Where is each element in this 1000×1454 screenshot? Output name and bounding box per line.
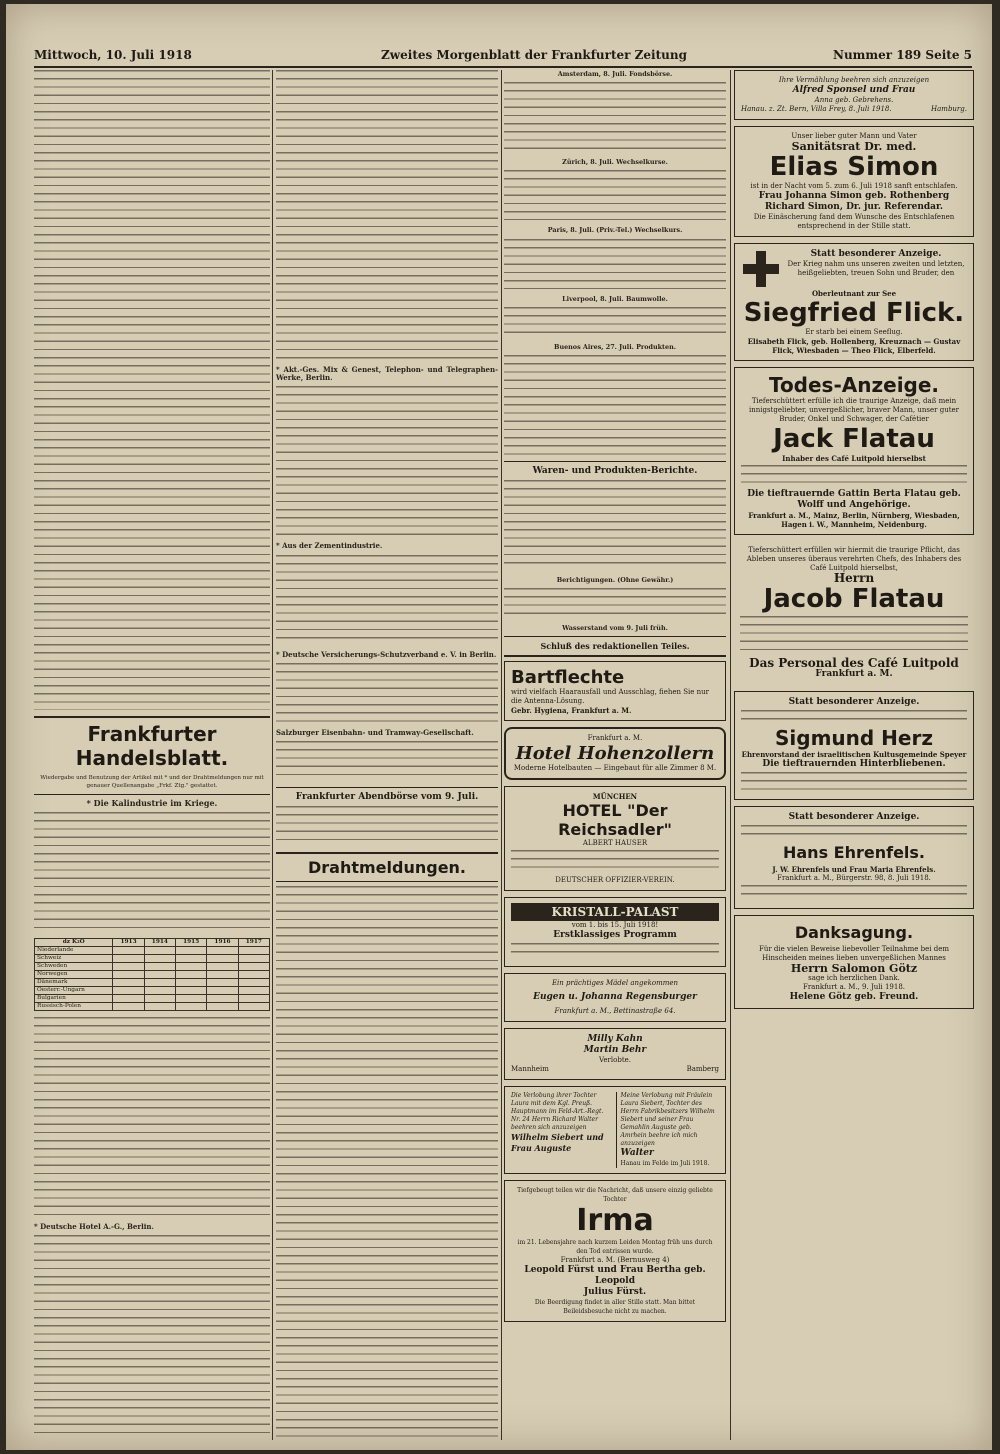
ad-text-block [741,885,967,901]
ad-places [511,1065,719,1074]
ad-text-block [741,465,967,487]
ad-text: Helene Götz geb. Freund. [789,992,919,1002]
ad-text: Gebr. Hygiena, Frankfurt a. M. [511,706,632,716]
ad-text: Frankfurt a. M. [815,669,893,679]
ad-text: Richard Simon, Dr. jur. Referendar. [764,202,944,212]
ad-title: Walter [620,1148,654,1159]
ad-text: Frankfurt a. M., Mainz, Berlin, Nürnberg, Wiesbaden, Hagen i. W., Mannheim, Neidenburg. [748,511,960,529]
ad-thanks-salomon-goetz [734,915,974,1009]
ad-title: Bartflechte [511,667,625,689]
ad-text: Unser lieber guter Mann und Vater [791,132,917,140]
ad-text: Anna geb. Gebrehens. [814,96,894,104]
body-text-block [276,741,498,781]
table-cell: Bulgarien [35,994,113,1002]
body-text-block [34,812,270,932]
divider [504,655,726,657]
table-row [35,994,270,1002]
ad-places [741,105,967,114]
divider [276,881,498,882]
ad-title: KRISTALL-PALAST [511,903,719,921]
stock-table-block [504,307,726,337]
ad-text: Frankfurt a. M., Bettinastraße 64. [554,1007,676,1016]
ad-title: Alfred Sponsel und Frau [792,85,916,95]
ad-text: wird vielfach Haarausfall und Ausschlag, fiehen Sie nur die Antenna-Lösung. [511,688,710,706]
ad-text: Hamburg. [931,105,967,113]
ad-staff-jacob-flatau [734,541,974,685]
ad-death-elias-simon [734,126,974,237]
ad-left [511,1092,610,1168]
body-text-block [276,806,498,846]
table-row [35,978,270,986]
ad-engagement-siebert-walter [504,1086,726,1174]
ad-text: vom 1. bis 15. Juli 1918! [571,921,659,930]
ad-text: Frankfurt a. M. [587,734,643,743]
ad-birth-regensburger [504,973,726,1022]
column-2 [276,70,498,1440]
ad-text: Ehrenvorstand der israelitischen Kultusgemeinde Speyer [741,750,967,759]
ad-text: Tiefgebeugt teilen wir die Nachricht, daß unsere einzig geliebte Tochter [517,1187,713,1204]
body-text-block [34,1017,270,1217]
ad-hotel-hohenzollern [504,727,726,780]
ad-marriage-sponsel [734,70,974,120]
ad-text: J. W. Ehrenfels und Frau Maria Ehrenfels. [772,865,936,874]
column-4 [734,70,974,1440]
ad-text: Meine Verlobung mit Fräulein Laura Siebert, Tochter des Herrn Fabrikbesitzers Wilhelm Siebert und seiner Frau Gemahlin Auguste geb. Amrhein beehre ich mich anzuzeigen [620,1092,715,1148]
article-title: * Aus der Zementindustrie. [276,541,383,551]
body-text-block [504,588,726,618]
ad-death-irma [504,1180,726,1322]
ad-hotel-reichsadler [504,786,726,891]
table-cell: Russisch-Polen [35,1002,113,1010]
ad-text: Mannheim [511,1065,549,1074]
ad-text: Statt besonderer Anzeige. [788,812,920,822]
ad-title: Hotel Hohenzollern [515,743,715,765]
ad-death-sigmund-herz [734,691,974,800]
divider [34,716,270,718]
ad-heading: Todes-Anzeige. [768,373,940,397]
stock-title: Amsterdam, 8. Juli. Fondsbörse. [557,70,673,78]
ad-text: Tieferschüttert erfülle ich die traurige Anzeige, daß mein innigstgeliebter, unvergeßlicher, braver Mann, unser guter Bruder, Onkel und Schwager, der Cafétier [748,397,959,423]
ad-text: Moderne Hotelbauten — Eingebaut für alle Zimmer 8 M. [513,764,717,773]
table-row [35,954,270,962]
article-title: * Deutsche Versicherungs-Schutzverband e. V. in Berlin. [276,649,497,659]
table-cell: Dänemark [35,978,113,986]
body-text-block [276,663,498,723]
ad-text: MÜNCHEN [592,792,638,802]
divider [34,794,270,795]
table-header: 1915 [176,938,207,946]
body-text-block [276,555,498,645]
table-header: 1917 [238,938,269,946]
table-row [35,970,270,978]
ad-text: Statt besonderer Anzeige. [788,697,920,707]
ad-text: Erstklassiges Programm [553,930,677,941]
ad-text: Inhaber des Café Luitpold hierselbst [782,454,926,463]
masthead-date: Mittwoch, 10. Juli 1918 [34,48,192,62]
table-cell: Norwegen [35,970,113,978]
table-header: 1913 [113,938,144,946]
ad-text: Frankfurt a. M. (Bernusweg 4) [560,1256,670,1265]
ad-text-block [741,772,967,792]
section-title: Frankfurter Handelsblatt. [75,722,229,770]
column-rule [272,70,273,1440]
body-text-block [34,70,270,710]
ad-text: ist in der Nacht vom 5. zum 6. Juli 1918 sanft entschlafen. [750,182,958,190]
stock-table-block [504,355,726,455]
column-3 [504,70,726,1440]
goods-title: Waren- und Produkten-Berichte. [532,466,698,477]
stock-title: Liverpool, 8. Juli. Baumwolle. [562,294,668,303]
ad-text: Die Beerdigung findet in aller Stille statt. Man bittet Beileidsbesuche nicht zu machen. [534,1299,696,1316]
market-title: Frankfurter Abendbörse vom 9. Juli. [295,792,479,803]
table-header-row [35,938,270,946]
ad-text-block [741,710,967,724]
ad-title: Irma [576,1203,654,1239]
ad-text-block [511,850,719,874]
table-row [35,986,270,994]
body-text-block [276,886,498,1440]
ad-text: Ein prächtiges Mädel angekommen [551,979,679,988]
masthead-title: Zweites Morgenblatt der Frankfurter Zeitung [381,48,687,62]
ad-text: Julius Fürst. [583,1287,647,1298]
divider [504,461,726,462]
stock-table-block [504,82,726,152]
table-header: dz K₂O [35,938,113,946]
body-text-block [504,480,726,570]
body-text-block [276,70,498,360]
table-cell: Oesterr.-Ungarn [35,986,113,994]
section-note: Wiedergabe und Benutzung der Artikel mit * und der Drahtmeldungen nur mit genauer Quellenangabe „Frkf. Ztg." gestattet. [40,775,264,790]
table-cell: Niederlande [35,946,113,954]
stock-title: Paris, 8. Juli. (Priv.-Tel.) Wechselkurs. [547,226,683,235]
column-rule [730,70,731,1440]
table-row [35,1002,270,1010]
ad-right [616,1092,720,1168]
corrections-title: Berichtigungen. (Ohne Gewähr.) [556,576,674,585]
ad-text-block [741,825,967,839]
ad-text: ALBERT HAUSER [582,839,648,848]
ad-title: HOTEL "Der Reichsadler" [558,801,672,840]
ad-death-hans-ehrenfels [734,806,974,909]
body-text-block [276,386,498,536]
ad-text: Sanitätsrat Dr. med. [791,140,917,153]
ad-death-jack-flatau [734,367,974,535]
ad-text: Das Personal des Café Luitpold [749,656,959,670]
newspaper-page [6,4,992,1450]
ad-text: Verlobte. [598,1056,632,1065]
article-title: * Die Kalindustrie im Kriege. [86,798,218,809]
ad-title: Hans Ehrenfels. [782,843,926,862]
ad-title: Martin Behr [583,1045,647,1056]
divider [504,636,726,637]
table-header: 1916 [207,938,238,946]
ad-title: Herrn Salomon Götz [790,962,918,975]
stock-title: Zürich, 8. Juli. Wechselkurse. [562,158,668,167]
ad-text-block [740,616,968,656]
ad-kristall-palast [504,897,726,967]
table-header: 1914 [144,938,175,946]
masthead-page: Nummer 189 Seite 5 [832,48,972,62]
wire-title: Drahtmeldungen. [307,858,467,878]
ad-text: Der Krieg nahm uns unseren zweiten und letzten, heißgeliebten, treuen Sohn und Bruder, den [787,260,965,277]
ad-text: Bamberg [686,1065,719,1074]
ad-text: Frau Johanna Simon geb. Rothenberg [758,191,950,201]
divider [276,787,498,788]
ad-text: Statt besonderer Anzeige. [810,249,942,259]
ad-title: Jacob Flatau [763,584,945,614]
ad-text: Die tieftrauernde Gattin Berta Flatau geb. Wolff und Angehörige. [747,489,961,510]
column-rule [501,70,502,1440]
masthead [34,44,972,68]
ad-text: Herrn [833,571,875,585]
ad-death-siegfried-flick [734,243,974,361]
stock-title: Buenos Aires, 27. Juli. Produkten. [554,342,676,351]
ad-text: Oberleutnant zur See [811,289,897,298]
ad-text: Die Verlobung ihrer Tochter Laura mit dem Kgl. Preuß. Hauptmann im Feld-Art.-Regt. Nr. 24 Herrn Richard Walter beehren sich anzuzeigen [511,1092,604,1132]
ad-text: Die tieftrauernden Hinterbliebenen. [762,759,946,769]
table-row [35,962,270,970]
ad-title: Siegfried Flick. [743,298,965,328]
table-cell: Schweden [35,962,113,970]
ad-text: Frankfurt a. M., Bürgerstr. 98, 8. Juli 1918. [777,874,931,882]
ad-text: Für die vielen Beweise liebevoller Teilnahme bei dem Hinscheiden meines lieben unvergeßlichen Mannes [759,945,949,962]
iron-cross-icon [743,251,779,287]
stock-table-block [504,239,726,289]
divider [276,852,498,854]
ad-text-block [511,943,719,959]
ad-title: Milly Kahn [587,1034,643,1045]
ad-text: Er starb bei einem Seeflug. [805,328,903,336]
end-editorial: Schluß des redaktionellen Teiles. [540,641,690,652]
ad-heading: Danksagung. [794,923,914,942]
water-title: Wasserstand vom 9. Juli früh. [562,624,668,633]
body-text-block [34,1235,270,1440]
ad-text: im 21. Lebensjahre nach kurzem Leiden Montag früh uns durch den Tod entrissen wurde. [517,1239,713,1256]
table-row [35,946,270,954]
stock-table-block [504,170,726,220]
ad-title: Wilhelm Siebert und Frau Auguste [511,1132,604,1154]
article-title: Salzburger Eisenbahn- und Tramway-Gesellschaft. [276,727,474,737]
ad-title: Elias Simon [769,152,939,182]
ad-text: Leopold Fürst und Frau Bertha geb. Leopold [524,1265,706,1287]
article-title: * Deutsche Hotel A.-G., Berlin. [34,1221,154,1231]
ad-text: DEUTSCHER OFFIZIER-VEREIN. [555,876,675,885]
ad-text: Ihre Vermählung beehren sich anzuzeigen [778,76,930,84]
ad-engagement-kahn-behr [504,1028,726,1080]
ad-text: Frankfurt a. M., 9. Juli 1918. [802,983,906,991]
ad-text: Hanau im Felde im Juli 1918. [620,1160,710,1168]
table-cell: Schweiz [35,954,113,962]
ad-text: Die Einäscherung fand dem Wunsche des Entschlafenen entsprechend in der Stille statt. [753,213,955,230]
ad-title: Jack Flatau [773,424,935,454]
column-1 [34,70,270,1440]
ad-text: Tieferschüttert erfüllen wir hiermit die traurige Pflicht, das Ableben unseres überaus verehrten Chefs, des Inhabers des Café Luitpold hierselbst, [746,546,962,572]
ad-text: Elisabeth Flick, geb. Hollenberg, Kreuznach — Gustav Flick, Wiesbaden — Theo Flick, Elberfeld. [747,337,961,355]
ad-title: Sigmund Herz [775,726,933,750]
ad-title: Eugen u. Johanna Regensburger [533,992,697,1003]
ad-bartflechte [504,661,726,721]
ad-text: sage ich herzlichen Dank. [808,974,900,982]
article-title: * Akt.-Ges. Mix & Genest, Telephon- und Telegraphen-Werke, Berlin. [276,365,498,383]
ad-text: Hanau. z. Zt. Bern, Villa Frey, 8. Juli 1918. [741,105,892,113]
potash-export-table [34,938,270,1011]
